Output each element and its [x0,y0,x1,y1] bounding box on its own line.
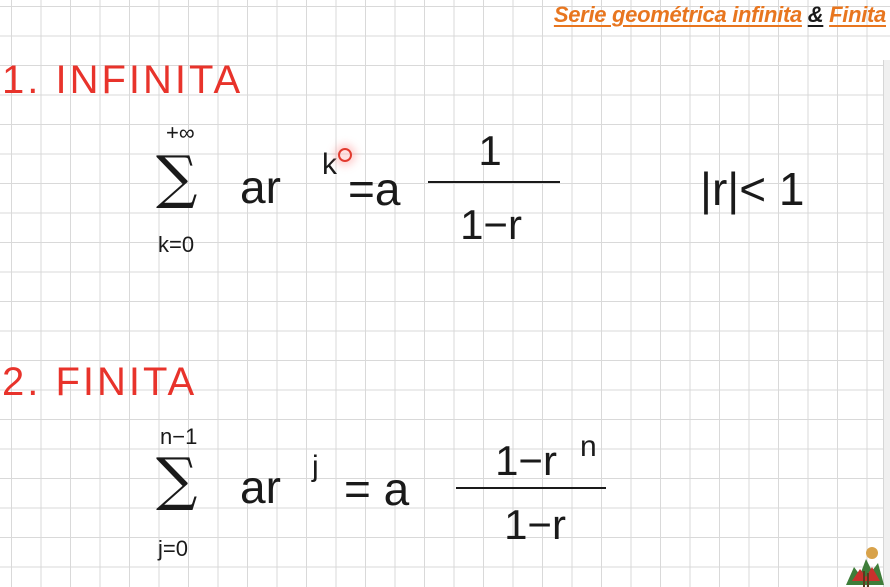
title-infinite: Serie geométrica infinita [553,2,802,27]
fraction-numerator-exponent-finite: n [580,430,597,463]
fraction-denominator-infinite: 1−r [460,201,522,248]
sum-upper-limit-finite: n−1 [160,424,198,449]
title-finite: Finita [829,2,886,27]
page-title [554,0,890,30]
sum-lower-limit-finite: j=0 [158,536,188,561]
fraction-bar-infinite [428,181,560,183]
logo-icon [842,541,886,587]
equals-a-finite: = a [344,463,410,515]
sigma-icon: ∑ [156,143,198,211]
sum-lower-limit-infinite: k=0 [158,232,195,257]
heading-finite: 2. FINITA [2,360,198,404]
term-base-infinite: ar [240,161,281,213]
fraction-bar-finite [456,487,606,489]
convergence-condition: |r|< 1 [700,163,805,215]
title-ampersand: & [807,2,824,27]
term-base-finite: ar [240,461,281,513]
fraction-numerator-base-finite: 1−r [495,437,557,484]
scrollbar[interactable] [883,60,890,587]
term-exponent-infinite: k [322,148,337,181]
fraction-denominator-finite: 1−r [504,501,566,548]
fraction-numerator-infinite: 1 [478,127,502,174]
term-exponent-finite: j [312,450,319,483]
sigma-icon: ∑ [156,445,198,513]
heading-infinite: 1. INFINITA [2,58,244,102]
sum-upper-limit-infinite: +∞ [166,120,195,145]
laser-pointer-icon [338,148,352,162]
equals-a-infinite: =a [348,163,401,215]
